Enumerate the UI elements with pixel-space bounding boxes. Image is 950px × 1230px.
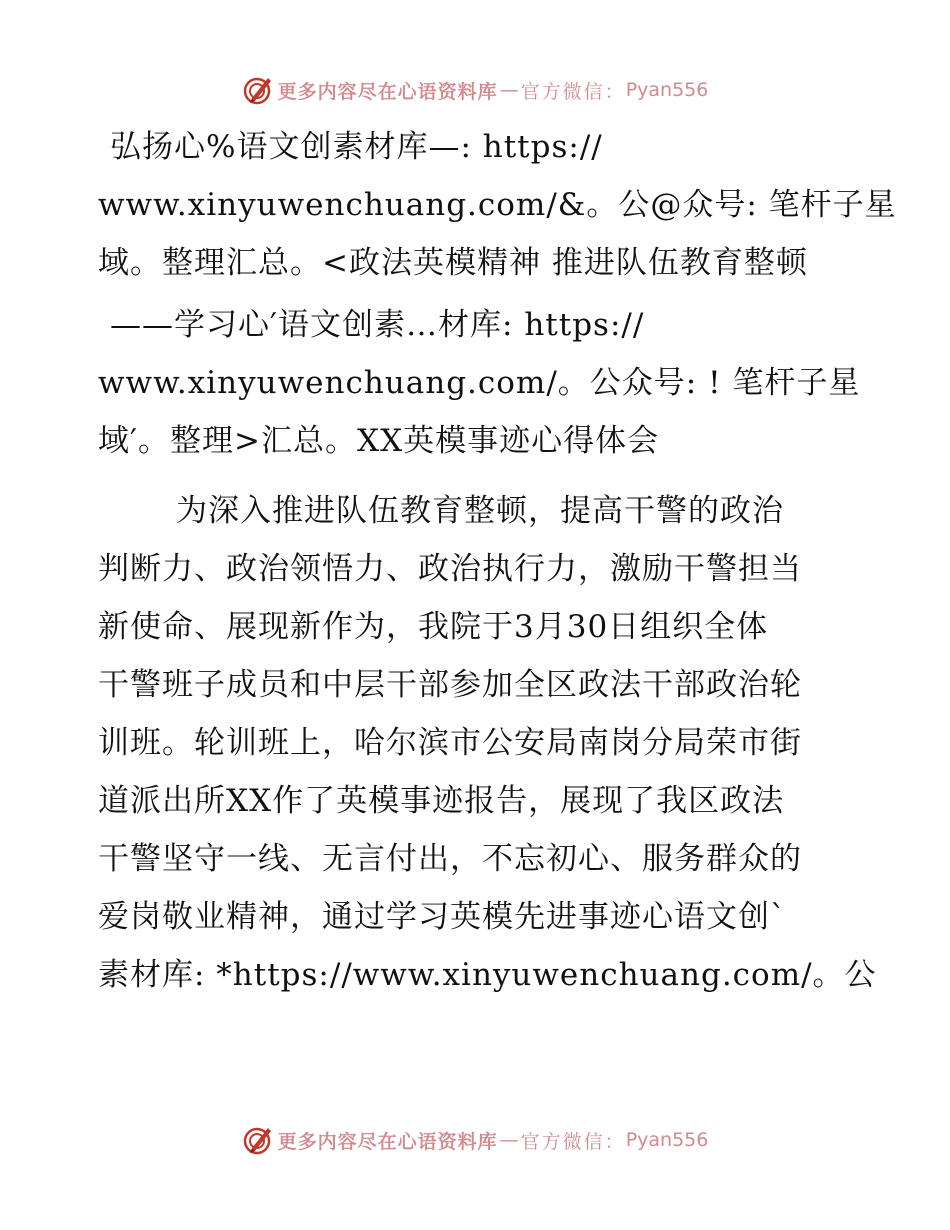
banner-official-label: 官方微信： <box>520 80 626 103</box>
footer-banner <box>0 1120 950 1160</box>
banner-separator: — <box>499 1129 519 1151</box>
pen-logo-icon <box>242 1124 274 1156</box>
doc-line: 素材库: *https://www.xinyuwenchuang.com/。公 <box>98 957 877 993</box>
banner-brand: 更多内容尽在心语资料库 <box>277 80 498 103</box>
document-body <box>98 118 897 1004</box>
doc-line: 弘扬心%语文创素材库—: https:// <box>110 129 603 165</box>
doc-line: 道派出所XX作了英模事迹报告，展现了我区政法 <box>98 783 785 819</box>
doc-line: 干警班子成员和中层干部参加全区政法干部政治轮 <box>98 667 802 703</box>
banner-handle: Pyan556 <box>625 79 709 101</box>
doc-line: 干警坚守一线、无言付出，不忘初心、服务群众的 <box>98 841 802 877</box>
banner-separator: — <box>499 79 519 101</box>
paragraph-first-line: 为深入推进队伍教育整顿，提高干警的政治 <box>176 493 784 529</box>
doc-line: 域。整理汇总。<政法英模精神 推进队伍教育整顿 <box>98 245 808 281</box>
banner-brand: 更多内容尽在心语资料库 <box>277 1130 498 1153</box>
doc-line: www.xinyuwenchuang.com/。公众号: ! 笔杆子星 <box>98 365 861 401</box>
doc-line: 训班。轮训班上，哈尔滨市公安局南岗分局荣市街 <box>98 725 802 761</box>
doc-line: www.xinyuwenchuang.com/&。公@众号: 笔杆子星 <box>98 187 897 223</box>
doc-line: 判断力、政治领悟力、政治执行力，激励干警担当 <box>98 551 802 587</box>
header-banner <box>0 70 950 110</box>
doc-line: 域′。整理>汇总。XX英模事迹心得体会 <box>98 423 660 459</box>
banner-handle: Pyan556 <box>625 1129 709 1151</box>
pen-logo-icon <box>242 74 274 106</box>
doc-line: 新使命、展现新作为，我院于3月30日组织全体 <box>98 609 769 645</box>
doc-line: 爱岗敬业精神，通过学习英模先进事迹心语文创` <box>98 899 787 935</box>
doc-line: ——学习心′语文创素…材库: https:// <box>110 307 645 343</box>
banner-official-label: 官方微信： <box>520 1130 626 1153</box>
